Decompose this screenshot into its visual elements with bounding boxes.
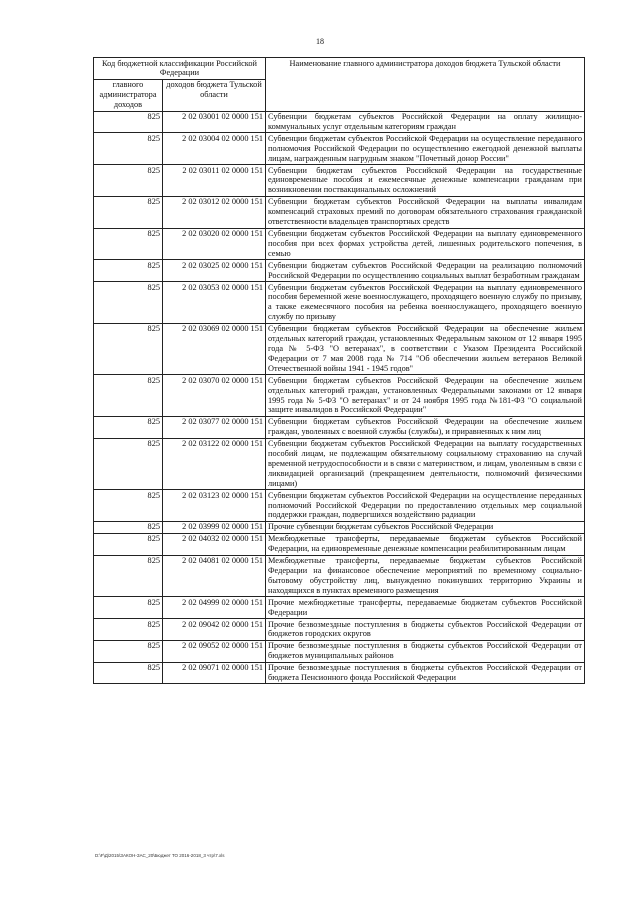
table-row (94, 490, 585, 522)
revenue-code-cell: 2 02 03070 02 0000 151 (163, 375, 266, 417)
table-row (94, 260, 585, 282)
revenue-code-cell: 2 02 03077 02 0000 151 (163, 416, 266, 438)
table-header-row (94, 58, 585, 80)
revenue-code-cell: 2 02 03122 02 0000 151 (163, 438, 266, 490)
admin-code-cell: 825 (94, 438, 163, 490)
revenue-name-cell: Субвенции бюджетам субъектов Российской Федерации на осуществление переданного полномочия Российской Федерации по осуществлению ежегодной денежной выплаты лицам, награжденным нагрудным знаком "Почетный донор России" (266, 133, 585, 165)
revenue-name-cell: Субвенции бюджетам субъектов Российской Федерации на выплату единовременного пособия при всех формах устройства детей, лишенных родительского попечения, в семью (266, 228, 585, 260)
revenue-code-cell: 2 02 03012 02 0000 151 (163, 196, 266, 228)
revenue-name-cell: Субвенции бюджетам субъектов Российской Федерации на выплату единовременного пособия беременной жене военнослужащего, проходящего военную службу по призыву, а также ежемесячного пособия на ребенка военнослужащего, проходящего военную службу по призыву (266, 282, 585, 324)
revenue-name-cell: Субвенции бюджетам субъектов Российской Федерации на реализацию полномочий Российской Федерации по осуществлению социальных выплат безработным гражданам (266, 260, 585, 282)
table-row (94, 438, 585, 490)
revenue-code-cell: 2 02 09071 02 0000 151 (163, 662, 266, 684)
file-path-footer: D:\F\Д\2015\ЗАКОН-ЗАС_20\Бюджет ТО 2016-2018_3 чтр\7.xls (95, 853, 225, 858)
revenue-name-cell: Субвенции бюджетам субъектов Российской Федерации на обеспечение жильем отдельных категорий граждан, установленных Федеральным законом от 12 января 1995 года № 5-ФЗ "О ветеранах", в соответствии с Указом Президента Российской Федерации от 7 мая 2008 года № 714 "Об обеспечении жильем ветеранов Великой Отечественной войны 1941 - 1945 годов" (266, 323, 585, 375)
table-row (94, 165, 585, 197)
table-row (94, 640, 585, 662)
table-row (94, 416, 585, 438)
admin-code-cell: 825 (94, 521, 163, 533)
revenue-name-cell: Субвенции бюджетам субъектов Российской Федерации на государственные единовременные пособия и ежемесячные денежные компенсации гражданам при возникновении поствакцинальных осложнений (266, 165, 585, 197)
revenue-name-cell: Прочие безвозмездные поступления в бюджеты субъектов Российской Федерации от бюджетов муниципальных районов (266, 640, 585, 662)
header-administrator-name: Наименование главного администратора доходов бюджета Тульской области (266, 58, 585, 112)
revenue-code-cell: 2 02 04999 02 0000 151 (163, 597, 266, 619)
table-row (94, 133, 585, 165)
admin-code-cell: 825 (94, 260, 163, 282)
header-budget-classification-code: Код бюджетной классификации Российской Федерации (94, 58, 266, 80)
admin-code-cell: 825 (94, 111, 163, 133)
table-row (94, 521, 585, 533)
admin-code-cell: 825 (94, 597, 163, 619)
revenue-administrators-table (93, 57, 585, 684)
table-row (94, 555, 585, 597)
revenue-name-cell: Субвенции бюджетам субъектов Российской Федерации на выплату государственных пособий лицам, не подлежащим обязательному социальному страхованию на случай временной нетрудоспособности и в связи с материнством, и лицам, уволенным в связи с ликвидацией организаций (прекращением деятельности, полномочий физическими лицами) (266, 438, 585, 490)
revenue-name-cell: Прочие безвозмездные поступления в бюджеты субъектов Российской Федерации от бюджетов городских округов (266, 619, 585, 641)
table-row (94, 597, 585, 619)
revenue-code-cell: 2 02 04032 02 0000 151 (163, 533, 266, 555)
revenue-code-cell: 2 02 03025 02 0000 151 (163, 260, 266, 282)
revenue-name-cell: Межбюджетные трансферты, передаваемые бюджетам субъектов Российской Федерации, на единовременные денежные компенсации реабилитированным лицам (266, 533, 585, 555)
admin-code-cell: 825 (94, 619, 163, 641)
revenue-name-cell: Субвенции бюджетам субъектов Российской Федерации на выплаты инвалидам компенсаций страховых премий по договорам обязательного страхования гражданской ответственности владельцев транспортных средств (266, 196, 585, 228)
table-row (94, 228, 585, 260)
table-row (94, 282, 585, 324)
admin-code-cell: 825 (94, 416, 163, 438)
revenue-code-cell: 2 02 09052 02 0000 151 (163, 640, 266, 662)
admin-code-cell: 825 (94, 375, 163, 417)
admin-code-cell: 825 (94, 662, 163, 684)
table-row (94, 323, 585, 375)
admin-code-cell: 825 (94, 196, 163, 228)
revenue-code-cell: 2 02 03001 02 0000 151 (163, 111, 266, 133)
header-revenue-code: доходов бюджета Тульской области (163, 79, 266, 111)
admin-code-cell: 825 (94, 165, 163, 197)
revenue-code-cell: 2 02 03004 02 0000 151 (163, 133, 266, 165)
table-row (94, 662, 585, 684)
revenue-name-cell: Прочие безвозмездные поступления в бюджеты субъектов Российской Федерации от бюджета Пенсионного фонда Российской Федерации (266, 662, 585, 684)
admin-code-cell: 825 (94, 640, 163, 662)
admin-code-cell: 825 (94, 282, 163, 324)
revenue-name-cell: Субвенции бюджетам субъектов Российской Федерации на обеспечение жильем отдельных категорий граждан, установленных Федеральными законами от 12 января 1995 года № 5-ФЗ "О ветеранах" и от 24 ноября 1995 года №181-ФЗ "О социальной защите инвалидов в Российской Федерации" (266, 375, 585, 417)
table-row (94, 111, 585, 133)
revenue-name-cell: Прочие субвенции бюджетам субъектов Российской Федерации (266, 521, 585, 533)
revenue-code-cell: 2 02 03123 02 0000 151 (163, 490, 266, 522)
admin-code-cell: 825 (94, 490, 163, 522)
table-row (94, 533, 585, 555)
revenue-code-cell: 2 02 03999 02 0000 151 (163, 521, 266, 533)
revenue-code-cell: 2 02 03011 02 0000 151 (163, 165, 266, 197)
revenue-code-cell: 2 02 03069 02 0000 151 (163, 323, 266, 375)
admin-code-cell: 825 (94, 555, 163, 597)
admin-code-cell: 825 (94, 228, 163, 260)
table-row (94, 619, 585, 641)
revenue-name-cell: Прочие межбюджетные трансферты, передаваемые бюджетам субъектов Российской Федерации (266, 597, 585, 619)
table-row (94, 375, 585, 417)
table-row (94, 196, 585, 228)
revenue-code-cell: 2 02 04081 02 0000 151 (163, 555, 266, 597)
admin-code-cell: 825 (94, 133, 163, 165)
revenue-name-cell: Субвенции бюджетам субъектов Российской Федерации на осуществление переданных полномочий Российской Федерации по предоставлению отдельных мер социальной поддержки граждан, подвергшихся воздействию радиации (266, 490, 585, 522)
revenue-code-cell: 2 02 09042 02 0000 151 (163, 619, 266, 641)
header-main-administrator: главного администратора доходов (94, 79, 163, 111)
revenue-name-cell: Субвенции бюджетам субъектов Российской Федерации на оплату жилищно-коммунальных услуг отдельным категориям граждан (266, 111, 585, 133)
revenue-code-cell: 2 02 03020 02 0000 151 (163, 228, 266, 260)
admin-code-cell: 825 (94, 533, 163, 555)
page-number: 18 (316, 37, 324, 46)
revenue-name-cell: Межбюджетные трансферты, передаваемые бюджетам субъектов Российской Федерации на финансовое обеспечение мероприятий по временному социально-бытовому обустройству лиц, вынужденно покинувших территорию Украины и находящихся в пунктах временного размещения (266, 555, 585, 597)
revenue-code-cell: 2 02 03053 02 0000 151 (163, 282, 266, 324)
admin-code-cell: 825 (94, 323, 163, 375)
revenue-name-cell: Субвенции бюджетам субъектов Российской Федерации на обеспечение жильем граждан, уволенных с военной службы (службы), и приравненных к ним лиц (266, 416, 585, 438)
table-body (94, 111, 585, 684)
